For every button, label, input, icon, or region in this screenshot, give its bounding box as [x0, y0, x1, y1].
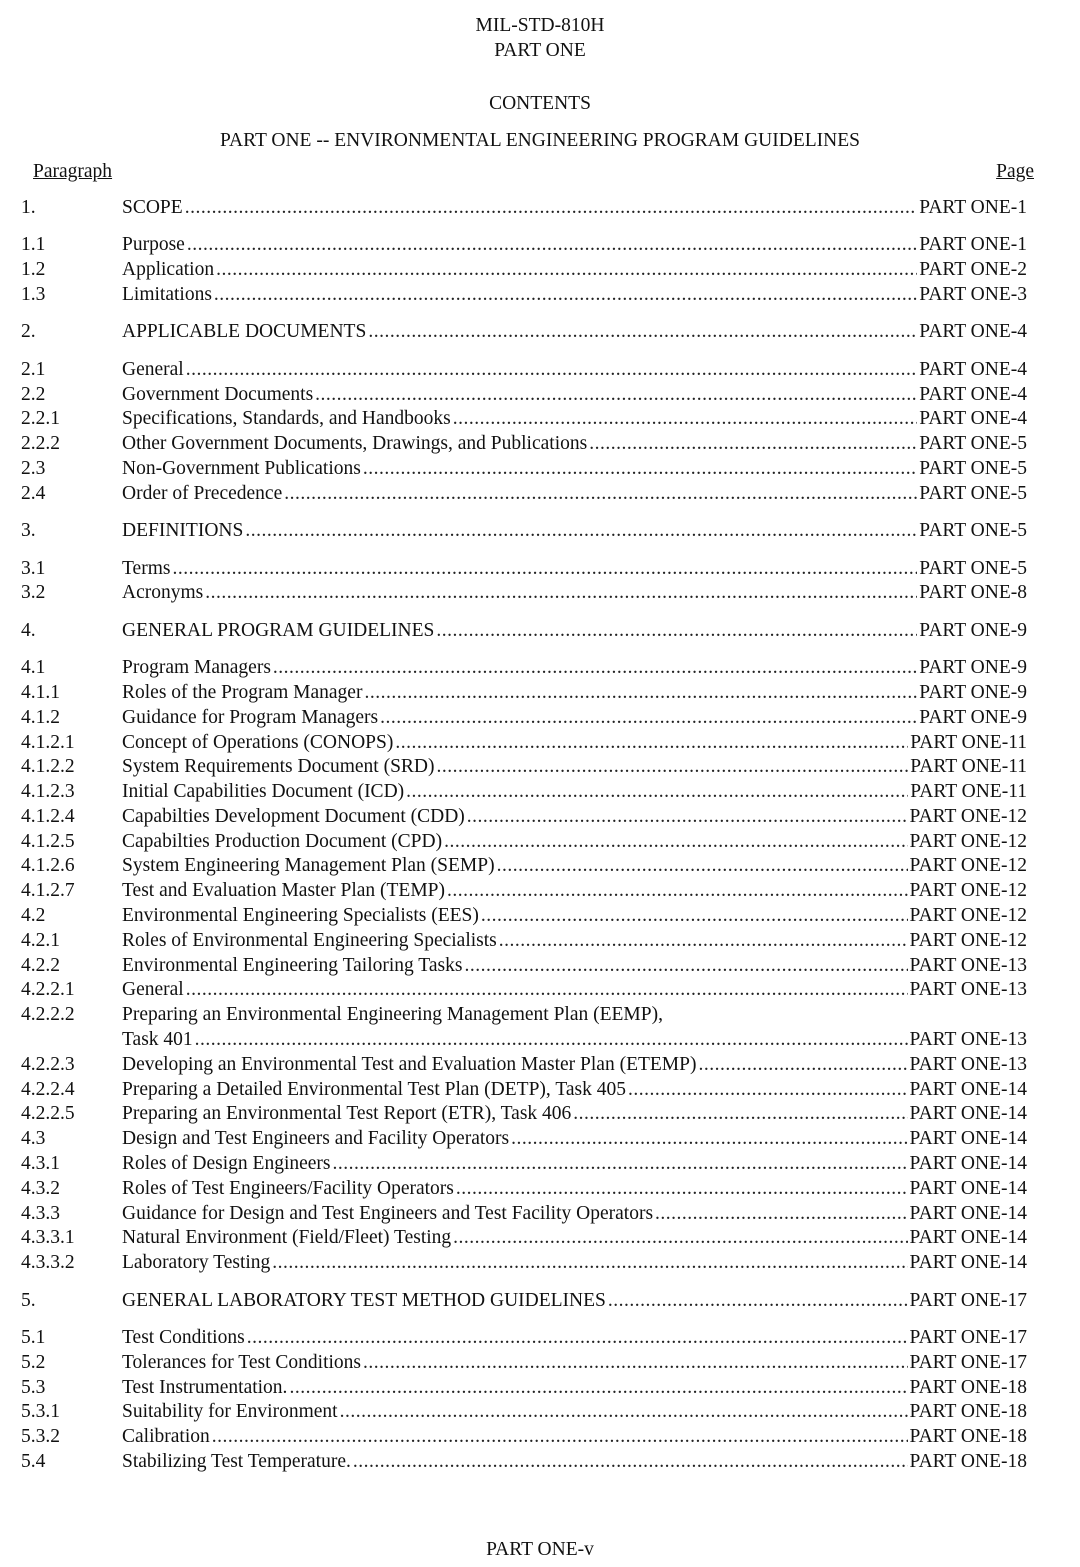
toc-entry-page: PART ONE-9: [919, 619, 1027, 641]
toc-entry-leader: [122, 881, 1027, 901]
toc-entry-title: Environmental Engineering Specialists (EES): [122, 905, 479, 927]
dot-leader: [380, 708, 917, 728]
toc-entry-page: PART ONE-4: [919, 358, 1027, 380]
toc-entry-title: Environmental Engineering Tailoring Tasks: [122, 954, 463, 976]
toc-entry-page: PART ONE-11: [910, 731, 1027, 753]
dot-leader: [205, 583, 917, 603]
toc-entry: [0, 931, 1080, 956]
toc-entry-page: PART ONE-18: [909, 1401, 1027, 1423]
toc-entry-leader: [122, 1253, 1027, 1273]
toc-entry-page: PART ONE-1: [919, 197, 1027, 218]
toc-entry-leader: [122, 322, 1027, 342]
toc-entry: [0, 980, 1080, 1005]
toc-entry: [0, 1328, 1080, 1353]
toc-entry-page: PART ONE-14: [909, 1227, 1027, 1249]
toc-entry-title: Tolerances for Test Conditions: [122, 1351, 361, 1373]
toc-entry-page: PART ONE-12: [909, 880, 1027, 902]
toc-entry-leader: [122, 1328, 1027, 1348]
toc-entry-number: 3.2: [21, 582, 46, 604]
toc-entry-title: GENERAL LABORATORY TEST METHOD GUIDELINES: [122, 1289, 606, 1311]
toc-entry-leader: [122, 521, 1027, 541]
dot-leader: [363, 459, 917, 479]
toc-entry-number: 3.: [21, 520, 36, 542]
dot-leader: [363, 1353, 908, 1373]
toc-entry: [0, 1129, 1080, 1154]
toc-entry-title: Specifications, Standards, and Handbooks: [122, 408, 451, 430]
dot-leader: [273, 658, 917, 678]
toc-entry-title: Purpose: [122, 234, 185, 256]
toc-entry-number: 4.1.2: [21, 706, 60, 728]
toc-entry-leader: [122, 459, 1027, 479]
toc-entry-title: Roles of the Program Manager: [122, 681, 363, 703]
toc-entry-page: PART ONE-5: [919, 457, 1027, 479]
toc-entry-number: 4.2.2.2: [21, 1004, 75, 1026]
toc-entry-leader: [122, 559, 1027, 579]
toc-entry-leader: [122, 1452, 1027, 1472]
dot-leader: [437, 757, 909, 777]
dot-leader: [315, 385, 917, 405]
dot-leader: [214, 285, 917, 305]
toc-entry-leader: [122, 583, 1027, 603]
table-of-contents: [0, 198, 1080, 1477]
toc-entry-number: 4.1.1: [21, 681, 60, 703]
dot-leader: [589, 434, 917, 454]
toc-entry-title: Guidance for Design and Test Engineers and Test Facility Operators: [122, 1202, 654, 1224]
toc-entry-leader: [122, 1402, 1027, 1422]
toc-entry-leader: [122, 360, 1027, 380]
toc-entry-number: 5.3: [21, 1376, 46, 1398]
dot-leader: [172, 559, 917, 579]
toc-entry-page: PART ONE-14: [909, 1202, 1027, 1224]
toc-entry-page: PART ONE-14: [909, 1252, 1027, 1274]
toc-entry-leader: [122, 956, 1027, 976]
dot-leader: [245, 521, 917, 541]
toc-entry-page: PART ONE-12: [909, 929, 1027, 951]
toc-entry: [0, 733, 1080, 758]
toc-entry-page: PART ONE-2: [919, 259, 1027, 281]
toc-entry: [0, 322, 1080, 347]
toc-entry-number: 5.: [21, 1289, 36, 1311]
toc-entry-number: 4.1.2.1: [21, 731, 75, 753]
toc-entry-number: 4.: [21, 619, 36, 641]
toc-entry-leader: [122, 807, 1027, 827]
toc-entry-title: Initial Capabilities Document (ICD): [122, 781, 405, 803]
toc-entry-number: 5.1: [21, 1327, 46, 1349]
toc-entry-leader: [122, 1154, 1027, 1174]
toc-entry: [0, 1005, 1080, 1055]
toc-entry-page: PART ONE-9: [919, 706, 1027, 728]
toc-entry-page: PART ONE-4: [919, 408, 1027, 430]
toc-entry-page: PART ONE-14: [909, 1177, 1027, 1199]
toc-entry-number: 4.2.2: [21, 954, 60, 976]
toc-entry-number: 2.1: [21, 358, 46, 380]
toc-entry-title: Calibration: [122, 1426, 210, 1448]
toc-entry: [0, 1253, 1080, 1278]
toc-entry-leader: [122, 434, 1027, 454]
toc-entry: [0, 235, 1080, 260]
dot-leader: [212, 1427, 908, 1447]
toc-entry-title: Developing an Environmental Test and Evaluation Master Plan (ETEMP): [122, 1053, 697, 1075]
toc-entry-title: Preparing a Detailed Environmental Test Plan (DETP), Task 405: [122, 1078, 626, 1100]
toc-entry-leader: [122, 285, 1027, 305]
toc-entry-page: PART ONE-13: [909, 1053, 1027, 1075]
toc-entry-title: Acronyms: [122, 582, 204, 604]
toc-entry-number: 4.2.2.1: [21, 979, 75, 1001]
toc-entry-number: 1.1: [21, 234, 46, 256]
toc-entry: [0, 856, 1080, 881]
toc-entry: [0, 1228, 1080, 1253]
toc-entry-title: Design and Test Engineers and Facility Operators: [122, 1128, 510, 1150]
dot-leader: [573, 1104, 907, 1124]
toc-entry-leader: [122, 235, 1027, 255]
dot-leader: [453, 409, 918, 429]
toc-entry-number: 4.1.2.6: [21, 855, 75, 877]
toc-entry-page: PART ONE-13: [909, 1029, 1027, 1051]
toc-entry-leader: [122, 1378, 1027, 1398]
dot-leader: [353, 1452, 908, 1472]
toc-entry-title: SCOPE: [122, 197, 183, 218]
toc-entry: [0, 1104, 1080, 1129]
toc-entry: [0, 956, 1080, 981]
toc-entry-leader: [122, 198, 1027, 218]
toc-entry-leader: [122, 260, 1027, 280]
toc-entry-number: 4.2.1: [21, 929, 60, 951]
toc-entry-number: 2.: [21, 321, 36, 343]
toc-entry: [0, 1154, 1080, 1179]
toc-entry-page: PART ONE-11: [910, 756, 1027, 778]
toc-entry-page: PART ONE-3: [919, 283, 1027, 305]
toc-entry-title: Task 401: [122, 1029, 193, 1051]
toc-entry-leader: [122, 1080, 1027, 1100]
toc-entry-title: System Requirements Document (SRD): [122, 756, 435, 778]
dot-leader: [497, 856, 908, 876]
dot-leader: [368, 322, 917, 342]
toc-entry: [0, 521, 1080, 546]
dot-leader: [195, 1030, 908, 1050]
toc-entry: [0, 782, 1080, 807]
toc-entry-title: Capabilties Production Document (CPD): [122, 830, 443, 852]
dot-leader: [333, 1154, 908, 1174]
toc-entry: [0, 484, 1080, 509]
toc-entry-page: PART ONE-14: [909, 1078, 1027, 1100]
toc-entry: [0, 559, 1080, 584]
toc-entry: [0, 1204, 1080, 1229]
toc-entry-page: PART ONE-17: [909, 1351, 1027, 1373]
toc-entry-leader: [122, 980, 1027, 1000]
toc-entry-leader: [122, 484, 1027, 504]
dot-leader: [185, 198, 918, 218]
toc-entry-leader: [122, 856, 1027, 876]
toc-entry: [0, 881, 1080, 906]
toc-entry-page: PART ONE-5: [919, 433, 1027, 455]
toc-entry-leader: [122, 782, 1027, 802]
toc-entry-title: Natural Environment (Field/Fleet) Testing: [122, 1227, 452, 1249]
toc-entry-number: 4.3.3.1: [21, 1227, 75, 1249]
toc-entry-page: PART ONE-12: [909, 805, 1027, 827]
toc-entry: [0, 906, 1080, 931]
toc-entry: [0, 1055, 1080, 1080]
dot-leader: [340, 1402, 908, 1422]
toc-entry-page: PART ONE-14: [909, 1153, 1027, 1175]
toc-entry-number: 4.3.1: [21, 1153, 60, 1175]
toc-entry-leader: [122, 1291, 1027, 1311]
toc-entry-title: Government Documents: [122, 383, 314, 405]
toc-entry-leader: [122, 931, 1027, 951]
dot-leader: [436, 621, 917, 641]
toc-entry-number: 1.3: [21, 283, 46, 305]
toc-entry-number: 4.1: [21, 657, 46, 679]
toc-entry-title: Roles of Environmental Engineering Specialists: [122, 929, 497, 951]
dot-leader: [444, 832, 907, 852]
toc-entry: [0, 621, 1080, 646]
toc-entry-page: PART ONE-18: [909, 1426, 1027, 1448]
toc-entry-leader: [122, 621, 1027, 641]
dot-leader: [186, 980, 908, 1000]
toc-entry-leader: [122, 832, 1027, 852]
toc-entry-page: PART ONE-13: [909, 954, 1027, 976]
toc-entry-title: Laboratory Testing: [122, 1252, 271, 1274]
toc-entry-leader: [122, 1204, 1027, 1224]
toc-entry-leader: [122, 409, 1027, 429]
toc-entry: [0, 360, 1080, 385]
part-label: PART ONE: [494, 40, 586, 61]
dot-leader: [187, 235, 917, 255]
toc-entry: [0, 1291, 1080, 1316]
toc-entry-page: PART ONE-11: [910, 781, 1027, 803]
toc-entry-page: PART ONE-5: [919, 557, 1027, 579]
toc-entry-title: APPLICABLE DOCUMENTS: [122, 321, 367, 343]
toc-entry-page: PART ONE-18: [909, 1451, 1027, 1472]
toc-entry-number: 4.3: [21, 1128, 46, 1150]
toc-entry-leader: [122, 708, 1027, 728]
toc-entry-title: Stabilizing Test Temperature.: [122, 1451, 351, 1472]
toc-entry-title: Roles of Design Engineers: [122, 1153, 331, 1175]
toc-entry-page: PART ONE-14: [909, 1128, 1027, 1150]
dot-leader: [467, 807, 908, 827]
toc-entry-number: 4.1.2.4: [21, 805, 75, 827]
toc-entry: [0, 658, 1080, 683]
toc-entry-page: PART ONE-17: [909, 1327, 1027, 1349]
toc-entry-leader: [122, 1179, 1027, 1199]
toc-entry-title: Program Managers: [122, 657, 271, 679]
toc-entry-title: Non-Government Publications: [122, 457, 361, 479]
toc-entry-leader: [122, 1055, 1027, 1075]
toc-entry: [0, 683, 1080, 708]
toc-entry-title: Terms: [122, 557, 171, 579]
toc-entry-number: 3.1: [21, 557, 46, 579]
toc-entry-title: Test and Evaluation Master Plan (TEMP): [122, 880, 446, 902]
toc-entry: [0, 198, 1080, 223]
toc-entry: [0, 1402, 1080, 1427]
toc-entry-title: Order of Precedence: [122, 482, 283, 504]
toc-entry-page: PART ONE-9: [919, 681, 1027, 703]
toc-entry-number: 4.3.3: [21, 1202, 60, 1224]
toc-entry: [0, 807, 1080, 832]
toc-entry-number: 2.2.2: [21, 433, 60, 455]
toc-entry-leader: [122, 1129, 1027, 1149]
dot-leader: [511, 1129, 907, 1149]
page-column-heading: Page: [996, 161, 1034, 182]
toc-entry-title: General: [122, 358, 184, 380]
toc-entry-title: Test Conditions: [122, 1327, 245, 1349]
toc-entry-title: Test Instrumentation.: [122, 1376, 288, 1398]
toc-entry: [0, 409, 1080, 434]
section-heading: PART ONE -- ENVIRONMENTAL ENGINEERING PROGRAM GUIDELINES: [219, 130, 860, 151]
toc-entry-leader: [122, 906, 1027, 926]
toc-entry-title: General: [122, 979, 184, 1001]
toc-entry-title: Preparing an Environmental Test Report (ETR), Task 406: [122, 1103, 572, 1125]
page-footer: PART ONE-v: [486, 1539, 594, 1560]
toc-entry-page: PART ONE-4: [919, 321, 1027, 343]
toc-entry-number: 2.2.1: [21, 408, 60, 430]
toc-entry: [0, 385, 1080, 410]
toc-entry: [0, 1427, 1080, 1452]
toc-entry-number: 2.2: [21, 383, 46, 405]
toc-entry-number: 4.2.2.5: [21, 1103, 75, 1125]
toc-entry-number: 4.2.2.4: [21, 1078, 75, 1100]
dot-leader: [284, 484, 917, 504]
toc-entry-number: 1.2: [21, 259, 46, 281]
toc-entry-page: PART ONE-13: [909, 979, 1027, 1001]
toc-entry-title-line: Preparing an Environmental Engineering Management Plan (EEMP),: [122, 1004, 663, 1026]
toc-entry-leader: [122, 1228, 1027, 1248]
dot-leader: [289, 1378, 907, 1398]
toc-entry-leader: [122, 1427, 1027, 1447]
toc-entry-number: 1.: [21, 197, 36, 218]
toc-entry-title: Roles of Test Engineers/Facility Operators: [122, 1177, 454, 1199]
toc-entry-title: System Engineering Management Plan (SEMP): [122, 855, 495, 877]
toc-entry-title: Capabilties Development Document (CDD): [122, 805, 465, 827]
toc-entry-page: PART ONE-12: [909, 905, 1027, 927]
toc-entry-title: Guidance for Program Managers: [122, 706, 379, 728]
dot-leader: [481, 906, 908, 926]
toc-entry: [0, 285, 1080, 310]
toc-entry-leader: [122, 683, 1027, 703]
toc-entry: [0, 832, 1080, 857]
toc-entry-title: Other Government Documents, Drawings, and Publications: [122, 433, 588, 455]
toc-entry-page: PART ONE-9: [919, 657, 1027, 679]
toc-entry-number: 4.1.2.5: [21, 830, 75, 852]
toc-entry-number: 4.3.3.2: [21, 1252, 75, 1274]
contents-heading: CONTENTS: [489, 93, 591, 114]
toc-entry-page: PART ONE-14: [909, 1103, 1027, 1125]
toc-entry-leader: [122, 1353, 1027, 1373]
toc-entry-number: 4.1.2.3: [21, 781, 75, 803]
toc-entry-leader: [122, 1104, 1027, 1124]
toc-entry-page: PART ONE-17: [909, 1289, 1027, 1311]
toc-entry: [0, 459, 1080, 484]
dot-leader: [364, 683, 917, 703]
dot-leader: [464, 956, 907, 976]
toc-entry-title: Application: [122, 259, 215, 281]
toc-entry-page: PART ONE-12: [909, 830, 1027, 852]
toc-entry: [0, 1452, 1080, 1477]
toc-entry: [0, 1179, 1080, 1204]
toc-entry: [0, 583, 1080, 608]
toc-entry: [0, 1378, 1080, 1403]
toc-entry: [0, 1353, 1080, 1378]
toc-entry-number: 5.3.1: [21, 1401, 60, 1423]
toc-entry: [0, 1080, 1080, 1105]
dot-leader: [406, 782, 908, 802]
dot-leader: [698, 1055, 907, 1075]
toc-entry-number: 5.4: [21, 1451, 46, 1472]
toc-entry-number: 4.2: [21, 905, 46, 927]
paragraph-column-heading: Paragraph: [33, 161, 113, 182]
dot-leader: [456, 1179, 908, 1199]
toc-entry-leader: [122, 757, 1027, 777]
dot-leader: [272, 1253, 907, 1273]
toc-entry-page: PART ONE-18: [909, 1376, 1027, 1398]
toc-entry-number: 4.1.2.7: [21, 880, 75, 902]
toc-entry-number: 2.3: [21, 457, 46, 479]
toc-entry-leader: [122, 658, 1027, 678]
toc-entry: [0, 757, 1080, 782]
toc-entry-page: PART ONE-8: [919, 582, 1027, 604]
toc-entry-leader: [122, 733, 1027, 753]
toc-entry-number: 4.2.2.3: [21, 1053, 75, 1075]
dot-leader: [499, 931, 908, 951]
dot-leader: [447, 881, 907, 901]
document-id: MIL-STD-810H: [475, 15, 605, 36]
dot-leader: [247, 1328, 908, 1348]
dot-leader: [608, 1291, 908, 1311]
toc-entry-title: DEFINITIONS: [122, 520, 244, 542]
toc-entry-leader: [122, 385, 1027, 405]
toc-entry-number: 4.1.2.2: [21, 756, 75, 778]
dot-leader: [453, 1228, 907, 1248]
toc-entry-number: 5.2: [21, 1351, 46, 1373]
toc-entry-title: Suitability for Environment: [122, 1401, 338, 1423]
dot-leader: [186, 360, 918, 380]
toc-entry-leader: [122, 1030, 1027, 1050]
toc-entry-number: 2.4: [21, 482, 46, 504]
dot-leader: [655, 1204, 907, 1224]
toc-entry: [0, 260, 1080, 285]
toc-entry: [0, 708, 1080, 733]
toc-entry-page: PART ONE-5: [919, 482, 1027, 504]
dot-leader: [395, 733, 908, 753]
toc-entry-page: PART ONE-1: [919, 234, 1027, 256]
toc-entry-page: PART ONE-12: [909, 855, 1027, 877]
toc-entry-title: GENERAL PROGRAM GUIDELINES: [122, 619, 435, 641]
toc-entry-page: PART ONE-4: [919, 383, 1027, 405]
dot-leader: [628, 1080, 908, 1100]
toc-entry-number: 4.3.2: [21, 1177, 60, 1199]
toc-entry: [0, 434, 1080, 459]
dot-leader: [216, 260, 917, 280]
toc-entry-number: 5.3.2: [21, 1426, 60, 1448]
toc-entry-page: PART ONE-5: [919, 520, 1027, 542]
toc-entry-title: Limitations: [122, 283, 212, 305]
toc-entry-title: Concept of Operations (CONOPS): [122, 731, 394, 753]
